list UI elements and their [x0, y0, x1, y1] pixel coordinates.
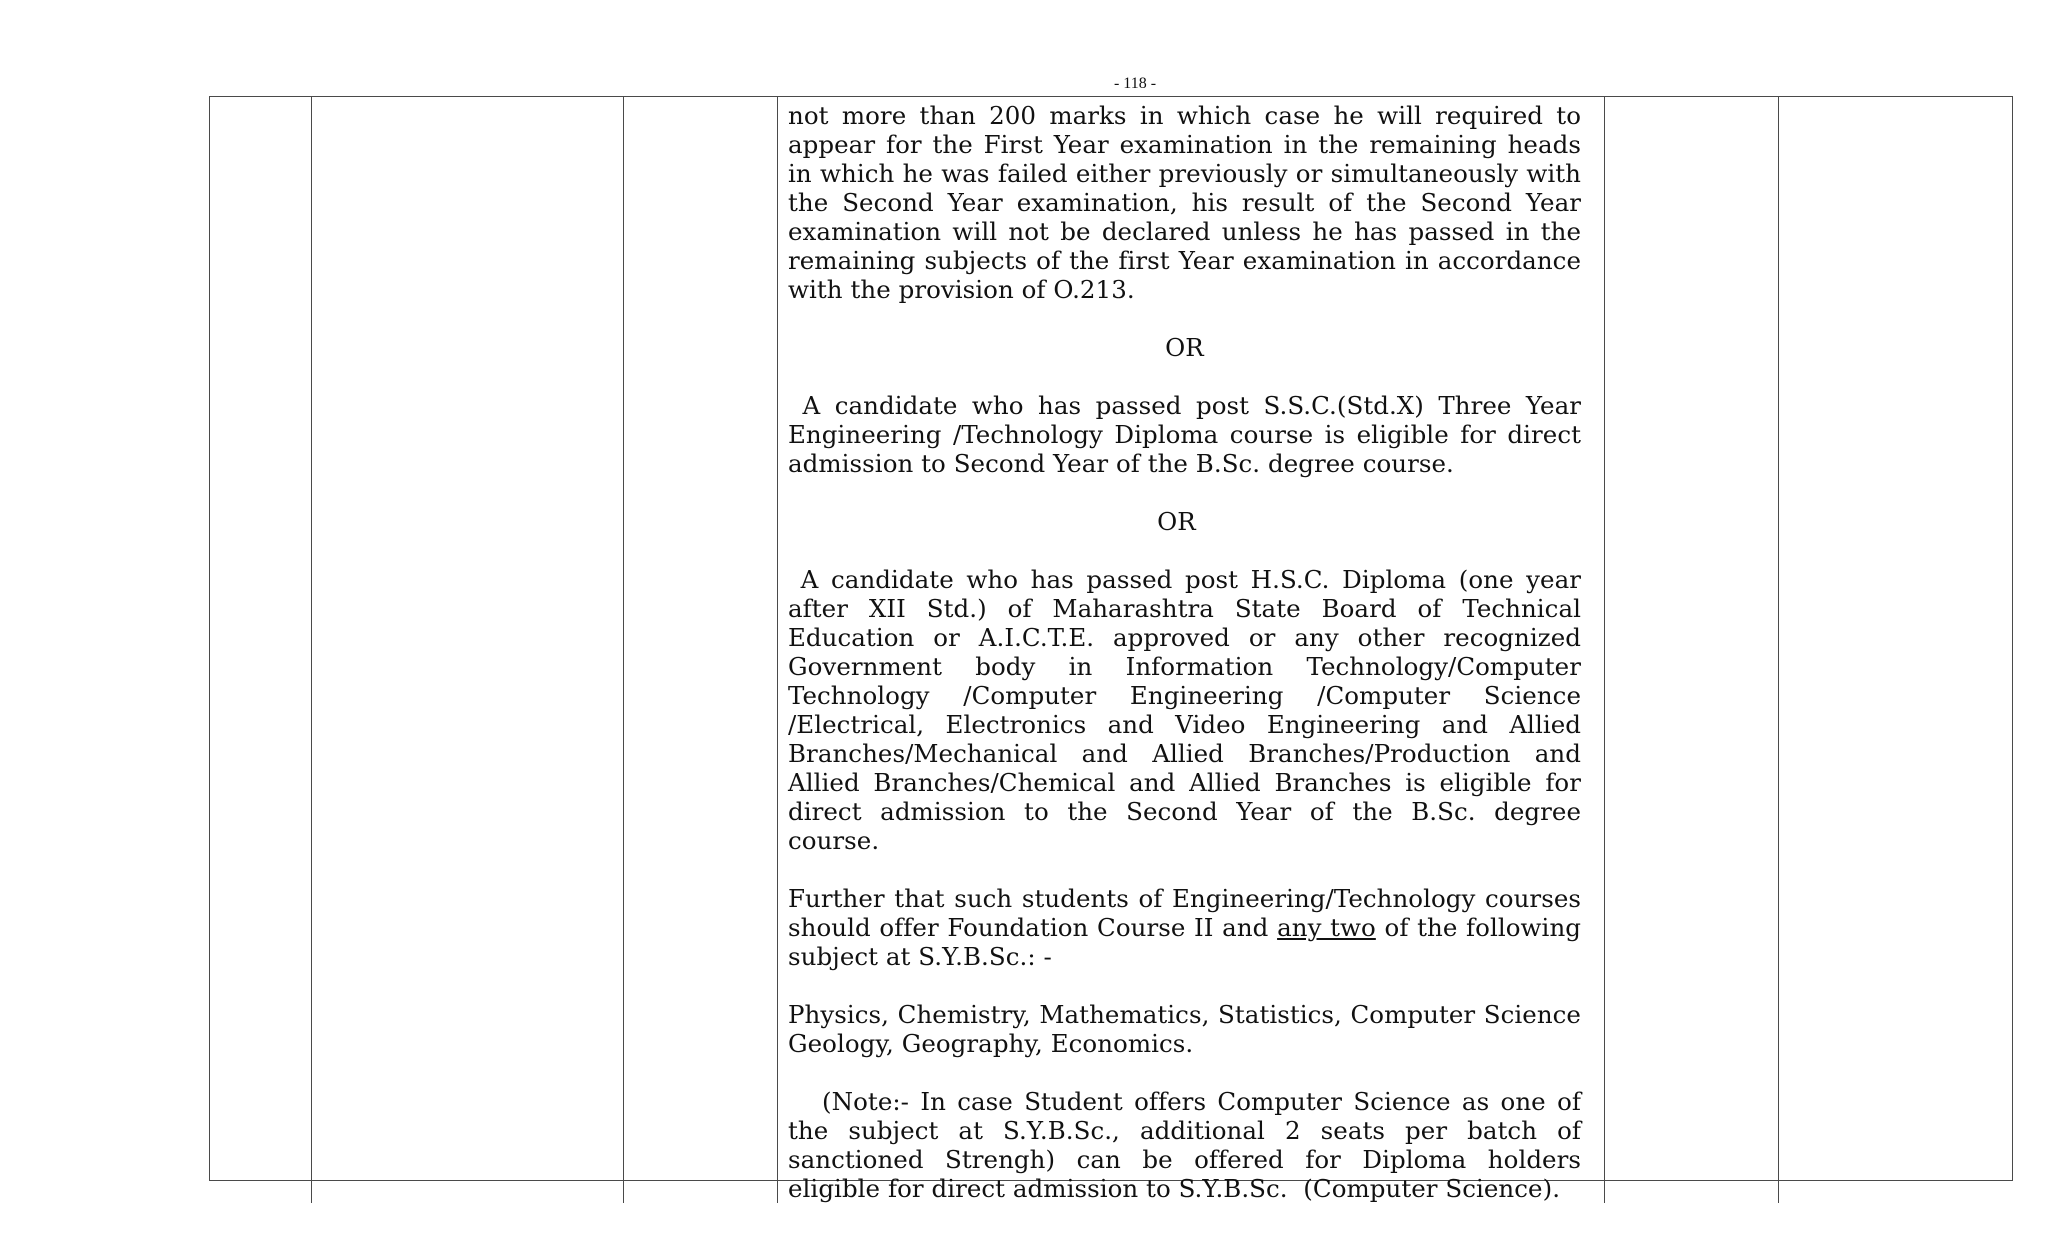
- further-text: Further that such students of Engineering/Technology courses should offer Foundation Course II and: [788, 884, 1581, 942]
- table-cell-eligibility: [778, 97, 1605, 1203]
- note-paragraph: (Note:- In case Student offers Computer Science as one of the subject at S.Y.B.Sc., additional 2 seats per batch of sanctioned Strengh) can be offered for Diploma holders eligible for direct admission to S.Y.B.Sc. (Computer Science).: [788, 1087, 1589, 1203]
- or-separator: OR: [1157, 507, 1196, 536]
- or-separator: OR: [1165, 333, 1204, 362]
- eligibility-paragraph-continued: not more than 200 marks in which case he will required to appear for the First Year examination in the remaining heads in which he was failed either previously or simultaneously with the Second Year examination, his result of the Second Year examination will not be declared unless he has passed in the remaining subjects of the first Year examination in accordance with the provision of O.213.: [788, 101, 1581, 304]
- eligibility-paragraph-ssc: A candidate who has passed post S.S.C.(Std.X) Three Year Engineering /Technology Diploma course is eligible for direct admission to Second Year of the B.Sc. degree course.: [788, 391, 1589, 478]
- table-cell-serial: [210, 97, 312, 1203]
- emphasis-any-two: any two: [1277, 913, 1376, 942]
- table-cell-course: [312, 97, 624, 1203]
- further-text-end: of the following subject at S.Y.B.Sc.: -: [788, 913, 1582, 971]
- eligibility-table: [209, 96, 2013, 1203]
- eligibility-paragraph-hsc: A candidate who has passed post H.S.C. Diploma (one year after XII Std.) of Maharashtra State Board of Technical Education or A.I.C.T.E. approved or any other recognized Government body in Information Technology/Computer Technology /Computer Engineering /Computer Science /Electrical, Electronics and Video Engineering and Allied Branches/Mechanical and Allied Branches/Production and Allied Branches/Chemical and Allied Branches is eligible for direct admission to the Second Year of the B.Sc. degree course.: [788, 565, 1589, 855]
- table-cell-intake: [1605, 97, 1779, 1203]
- subject-list: Physics, Chemistry, Mathematics, Statistics, Computer Science Geology, Geography, Economics.: [788, 1000, 1581, 1058]
- table-cell-duration: [624, 97, 778, 1203]
- page-number: - 118 -: [1113, 75, 1157, 92]
- table-cell-remarks: [1779, 97, 2014, 1203]
- further-paragraph: [788, 884, 1581, 971]
